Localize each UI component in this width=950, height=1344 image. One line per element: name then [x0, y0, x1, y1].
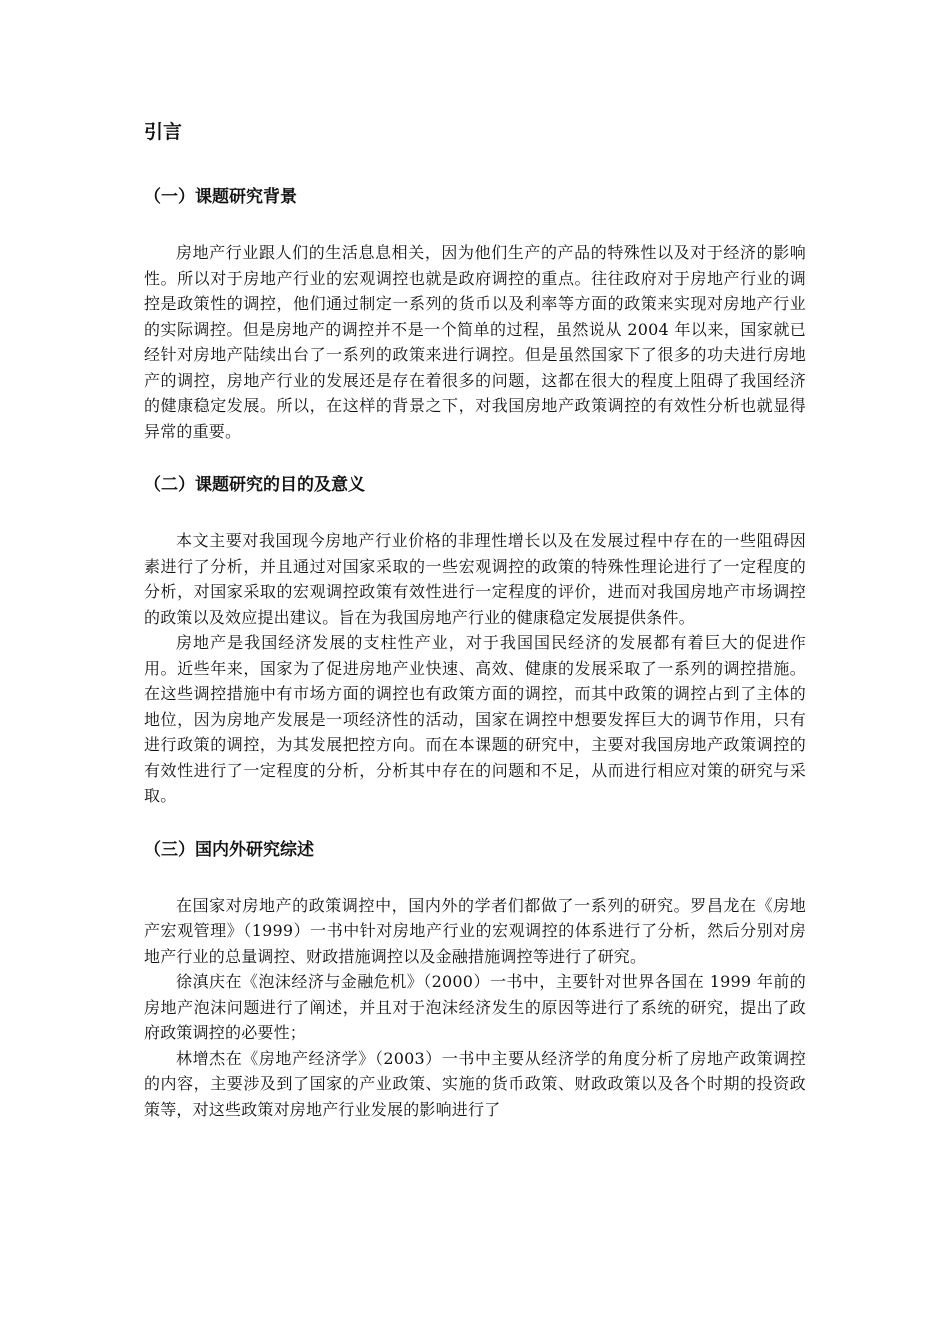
section-heading-background: （一）课题研究背景 — [144, 187, 297, 207]
paragraph: 林增杰在《房地产经济学》（2003）一书中主要从经济学的角度分析了房地产政策调控的内容，主要涉及到了国家的产业政策、实施的货币政策、财政政策以及各个时期的投资政策等，对这些政策对房地产行业发展的影响进行了 — [144, 1048, 806, 1119]
section-heading-purpose: （二）课题研究的目的及意义 — [144, 475, 365, 495]
document-title: 引言 — [144, 121, 183, 143]
section-body-literature-review — [144, 893, 806, 1123]
paragraph: 徐滇庆在《泡沫经济与金融危机》（2000）一书中，主要针对世界各国在 1999 年前的房地产泡沫问题进行了阐述，并且对于泡沫经济发生的原因等进行了系统的研究，提出了政府政策调控的必要性； — [144, 972, 806, 1042]
section-heading-literature-review: （三）国内外研究综述 — [144, 839, 314, 860]
section-body-purpose — [144, 528, 806, 809]
section-body-background — [144, 240, 806, 444]
paragraph: 在国家对房地产的政策调控中，国内外的学者们都做了一系列的研究。罗昌龙在《房地产宏观管理》（1999）一书中针对房地产行业的宏观调控的体系进行了分析，然后分别对房地产行业的总量调控、财政措施调控以及金融措施调控等进行了研究。 — [144, 895, 806, 966]
document-content — [144, 118, 806, 1122]
paragraph: 房地产是我国经济发展的支柱性产业，对于我国国民经济的发展都有着巨大的促进作用。近些年来，国家为了促进房地产业快速、高效、健康的发展采取了一系列的调控措施。在这些调控措施中有市场方面的调控也有政策方面的调控，而其中政策的调控占到了主体的地位，因为房地产发展是一项经济性的活动，国家在调控中想要发挥巨大的调节作用，只有进行政策的调控，为其发展把控方向。而在本课题的研究中，主要对我国房地产政策调控的有效性进行了一定程度的分析，分析其中存在的问题和不足，从而进行相应对策的研究与采取。 — [144, 633, 806, 805]
paragraph: 本文主要对我国现今房地产行业价格的非理性增长以及在发展过程中存在的一些阻碍因素进行了分析，并且通过对国家采取的一些宏观调控的政策的特殊性理论进行了一定程度的分析，对国家采取的宏观调控政策有效性进行一定程度的评价，进而对我国房地产市场调控的政策以及效应提出建议。旨在为我国房地产行业的健康稳定发展提供条件。 — [144, 531, 806, 627]
paragraph: 房地产行业跟人们的生活息息相关，因为他们生产的产品的特殊性以及对于经济的影响性。所以对于房地产行业的宏观调控也就是政府调控的重点。往往政府对于房地产行业的调控是政策性的调控，他们通过制定一系列的货币以及利率等方面的政策来实现对房地产行业的实际调控。但是房地产的调控并不是一个简单的过程，虽然说从 2004 年以来，国家就已经针对房地产陆续出台了一系列的政策来进行调控。但是虽然国家下了很多的功夫进行房地产的调控，房地产行业的发展还是存在着很多的问题，这都在很大的程度上阻碍了我国经济的健康稳定发展。所以，在这样的背景之下，对我国房地产政策调控的有效性分析也就显得异常的重要。 — [144, 243, 806, 441]
